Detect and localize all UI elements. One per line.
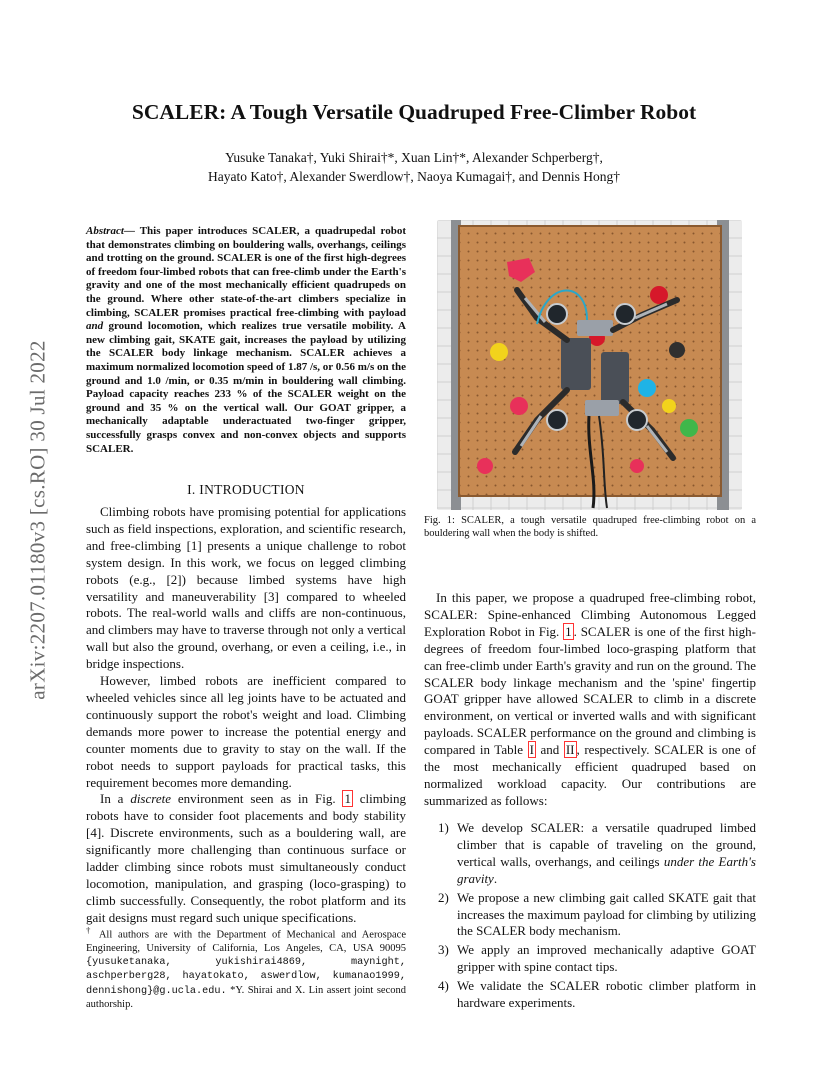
table-ref-link-2[interactable]: II (565, 742, 575, 758)
footnote-mark: † (86, 925, 94, 935)
item-number: 1) (438, 820, 449, 835)
right-para-b: . SCALER is one of the first high-degrees of freedom four-limbed loco-grasping platform that can free-climb under Earth's gravity and run on the ground. The SCALER body linkage mechanism and the 'spine' fingertip GOAT gripper have allowed SCALER to climb in a discrete environment, on vertical or inverted walls and with significant payloads. SCALER performance on the ground and climbing is compared in Table (424, 623, 756, 758)
footnote (86, 924, 406, 1011)
p3-c: climbing robots have to consider foot placements and body stability [4]. Discrete environments, such as a bouldering wall, are significantly more challenging than continuous surface or ladder climbing since robots must simultaneously conduct locomotion, manipulation, and grasping (loco-grasping) to climb successfully. Consequently, the robot platform and its gait designs must regard such unique specifications. (86, 791, 407, 925)
intro-body (86, 504, 406, 927)
intro-paragraph-1: Climbing robots have promising potential for applications such as field inspections, exploration, and scientific research, and free-climbing [1] presents a unique challenge to robot system design. In this work, we focus on legged climbing robots (e.g., [2]) because limbed systems have high versatility and maneuverability [3] compared to wheeled robots. The real-world walls and cliffs are non-continuous, and climbers may have to traverse through not only a vertical wall but also the ground, overhang, or even a ceiling, i.e., in bridge inspections. (86, 504, 406, 672)
item-text: We apply an improved mechanically adaptive GOAT gripper with spine contact tips. (457, 942, 756, 975)
figure-robot-photo (437, 220, 742, 510)
authors-line-2: Hayato Kato†, Alexander Swerdlow†, Naoya Kumagai†, and Dennis Hong† (207, 169, 621, 184)
item-end: . (493, 870, 498, 886)
section-heading: I. INTRODUCTION (187, 482, 305, 497)
item-emph: under the Earth's gravity (457, 853, 756, 886)
right-para-a: In this paper, we propose a quadruped free-climbing robot, SCALER: Spine-enhanced Climbing Autonomous Legged Exploration Robot in Fig. (424, 590, 756, 639)
footnote-note: *Y. Shirai and X. Lin assert joint second authorship. (86, 984, 406, 1010)
abstract-emph: and (86, 320, 104, 333)
item-number: 3) (438, 942, 449, 958)
contributions-list (424, 820, 756, 1014)
footnote-emails: {yusuketanaka, yukishirai4869, maynight, aschperberg28, hayatokato, aswerdlow, kumanao1999, dennishong}@g.ucla.edu. (86, 957, 406, 997)
footnote-text: All authors are with the Department of Mechanical and Aerospace Engineering, University of California, Los Angeles, CA, USA 90095 (86, 929, 407, 954)
paper-title: SCALER: A Tough Versatile Quadruped Free-Climber Robot (131, 100, 697, 124)
figure-caption: Fig. 1: SCALER, a tough versatile quadruped free-climbing robot on a bouldering wall when the body is shifted. (424, 515, 756, 540)
fig-ref-link-2[interactable]: 1 (565, 623, 572, 639)
item-number: 2) (438, 889, 449, 905)
right-paragraph (424, 590, 756, 810)
contribution-item (424, 890, 756, 941)
item-text: We validate the SCALER robotic climber platform in hardware experiments. (457, 978, 756, 1011)
arxiv-id: arXiv:2207.01180v3 [cs.RO] 30 Jul 2022 (25, 340, 50, 700)
item-text: We develop SCALER: a versatile quadruped limbed climber that is capable of traveling on the ground, vertical walls, overhangs, and ceilings (457, 820, 756, 869)
robot-photo-illustration (437, 220, 742, 510)
contribution-item (424, 942, 756, 976)
item-text: We propose a new climbing gait called SKATE gait that increases the maximum payload for climbing by utilizing the SCALER body mechanism. (457, 889, 756, 939)
table-ref-link-1[interactable]: I (529, 742, 534, 758)
p3-a: In a (100, 791, 131, 807)
item-number: 4) (438, 978, 449, 994)
p3-emph: discrete (130, 791, 171, 807)
abstract-text-a: — This paper introduces SCALER, a quadrupedal robot that demonstrates climbing on bouldering walls, overhangs, ceilings and trotting on the ground. SCALER is one of the first high-degrees of freedom four-limbed robots that can free-climb under the Earth's gravity and one of the most mechanically efficient quadrupeds on the ground. Where other state-of-the-art climbers specialize in climbing, SCALER promises practical free-climbing with payload (86, 225, 406, 319)
abstract-text-b: ground locomotion, which realizes true versatile mobility. A new climbing gait, SKATE gait, increases the payload by utilizing the SCALER body linkage mechanism. SCALER achieves a maximum normalized locomotion speed of 1.87 /s, or 0.56 m/s on the ground and 1.0 /min, or 0.35 m/min in bouldering wall climbing. Payload capacity reaches 233 % of the SCALER weight on the ground and 35 % on the vertical wall. Our GOAT gripper, a mechanically adaptable underactuated two-finger gripper, successfully grasps convex and non-convex objects and supports SCALER. (86, 320, 407, 455)
contribution-item (424, 978, 756, 1012)
arxiv-sidebar-stamp (18, 280, 58, 760)
right-para-d: , respectively. SCALER is one of the most mechanically efficient quadruped based on normalized workload capacity. Our contributions are summarized as follows: (424, 742, 756, 808)
abstract-label: Abstract (86, 225, 124, 237)
fig-ref-link[interactable]: 1 (344, 791, 351, 807)
authors-line-1: Yusuke Tanaka†, Yuki Shirai†*, Xuan Lin†*, Alexander Schperberg†, (225, 150, 603, 165)
p3-b: environment seen as in Fig. (170, 791, 343, 807)
contribution-item (424, 820, 756, 888)
abstract (86, 225, 406, 456)
right-para-c: and (535, 742, 564, 758)
intro-paragraph-2: However, limbed robots are inefficient compared to wheeled vehicles since all leg joints have to be actuated and continuously support the robot's weight and load. Climbing demands more power to increase the potential energy and counter moments due to gravity to stay on the wall. If the robot needs to support payloads for practical tasks, this requirement becomes more demanding. (86, 673, 406, 790)
intro-paragraph-3 (86, 791, 406, 926)
